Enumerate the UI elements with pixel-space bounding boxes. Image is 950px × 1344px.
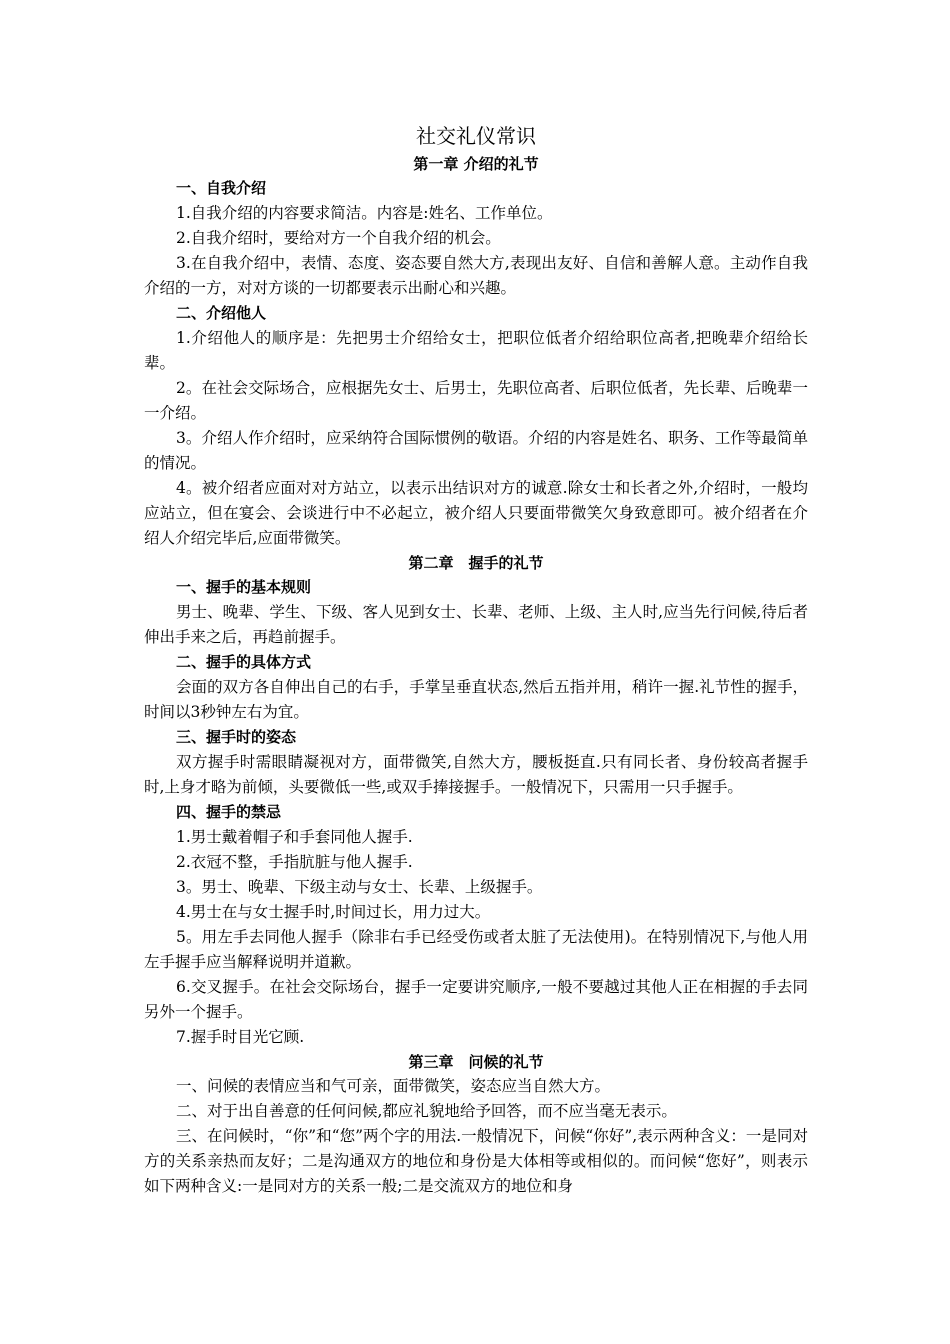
paragraph: 双方握手时需眼睛凝视对方，面带微笑,自然大方，腰板挺直.只有同长者、身份较高者握手时,上身才略为前倾，头要微低一些,或双手捧接握手。一般情况下，只需用一只手握手。: [144, 753, 808, 796]
paragraph: 三、在问候时，“你”和“您”两个字的用法.一般情况下，问候“你好”,表示两种含义：一是同对方的关系亲热而友好；二是沟通双方的地位和身份是大体相等或相似的。而问候“您好”，则表示如下两种含义:一是同对方的关系一般;二是交流双方的地位和身: [144, 1127, 808, 1195]
paragraph: 1.介绍他人的顺序是：先把男士介绍给女士，把职位低者介绍给职位高者,把晚辈介绍给长辈。: [144, 329, 808, 372]
paragraph: 男士、晚辈、学生、下级、客人见到女士、长辈、老师、上级、主人时,应当先行问候,待后者伸出手来之后，再趋前握手。: [144, 603, 808, 646]
section-heading: 二、握手的具体方式: [176, 653, 312, 671]
paragraph: 4。被介绍者应面对对方站立，以表示出结识对方的诚意.除女士和长者之外,介绍时，一般均应站立，但在宴会、会谈进行中不必起立，被介绍人只要面带微笑欠身致意即可。被介绍者在介绍人介绍完毕后,应面带微笑。: [144, 479, 808, 547]
section-heading: 四、握手的禁忌: [176, 803, 282, 821]
chapter-heading: 第二章 握手的礼节: [408, 554, 544, 572]
paragraph: 5。用左手去同他人握手（除非右手已经受伤或者太脏了无法使用)。在特别情况下,与他人用左手握手应当解释说明并道歉。: [144, 928, 808, 971]
paragraph: 4.男士在与女士握手时,时间过长，用力过大。: [176, 903, 491, 921]
paragraph: 3。介绍人作介绍时，应采纳符合国际惯例的敬语。介绍的内容是姓名、职务、工作等最简单的情况。: [144, 429, 808, 472]
paragraph: 二、对于出自善意的任何问候,都应礼貌地给予回答，而不应当毫无表示。: [176, 1102, 677, 1120]
paragraph: 1.自我介绍的内容要求简洁。内容是:姓名、工作单位。: [176, 204, 553, 222]
chapter-heading: 第三章 问候的礼节: [408, 1053, 544, 1071]
paragraph: 7.握手时目光它顾.: [176, 1028, 305, 1046]
paragraph: 1.男士戴着帽子和手套同他人握手.: [176, 828, 413, 846]
paragraph: 6.交叉握手。在社会交际场台，握手一定要讲究顺序,一般不要越过其他人正在相握的手去同另外一个握手。: [144, 978, 808, 1021]
paragraph: 2.自我介绍时，要给对方一个自我介绍的机会。: [176, 229, 501, 247]
paragraph: 2。在社会交际场合，应根据先女士、后男士，先职位高者、后职位低者，先长辈、后晚辈一一介绍。: [144, 379, 808, 422]
paragraph: 2.衣冠不整，手指肮脏与他人握手.: [176, 853, 413, 871]
section-heading: 一、自我介绍: [176, 179, 267, 197]
paragraph: 3.在自我介绍中，表情、态度、姿态要自然大方,表现出友好、自信和善解人意。主动作自我介绍的一方，对对方谈的一切都要表示出耐心和兴趣。: [144, 254, 808, 297]
section-heading: 一、握手的基本规则: [176, 578, 312, 596]
paragraph: 3。男士、晚辈、下级主动与女士、长辈、上级握手。: [176, 878, 543, 896]
paragraph: 一、问候的表情应当和气可亲，面带微笑，姿态应当自然大方。: [176, 1077, 611, 1095]
document-title: 社交礼仪常识: [416, 124, 536, 148]
paragraph: 会面的双方各自伸出自己的右手，手掌呈垂直状态,然后五指并用，稍许一握.礼节性的握手，时间以3秒钟左右为宜。: [144, 678, 808, 721]
chapter-heading: 第一章 介绍的礼节: [413, 155, 539, 173]
document-page: [144, 118, 808, 1199]
section-heading: 二、介绍他人: [176, 304, 267, 322]
section-heading: 三、握手时的姿态: [176, 728, 297, 746]
